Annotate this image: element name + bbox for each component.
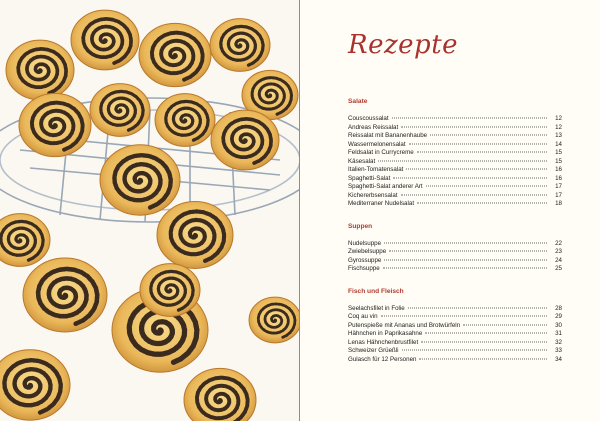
- section-title: Fisch und Fleisch: [348, 287, 404, 295]
- dot-leader: [401, 126, 547, 127]
- toc-entry[interactable]: [348, 149, 562, 158]
- page-number: 12: [555, 115, 562, 122]
- dot-leader: [406, 169, 547, 170]
- pinwheel-pastry: [100, 145, 180, 215]
- page-number: 30: [555, 321, 562, 329]
- page-number: 17: [555, 191, 562, 199]
- toc-entry[interactable]: [348, 313, 562, 322]
- toc-entry[interactable]: [348, 322, 562, 331]
- pinwheel-pastry: [19, 93, 91, 156]
- page-number: 14: [555, 140, 562, 148]
- recipe-name: Feldsalat in Currycreme: [348, 149, 414, 156]
- page-number: 29: [555, 313, 562, 320]
- recipe-name: Coq au vin: [348, 313, 378, 320]
- pinwheel-pastry: [157, 202, 233, 269]
- toc-entry[interactable]: [348, 347, 562, 356]
- dot-leader: [393, 177, 547, 178]
- toc-entry[interactable]: [348, 330, 562, 339]
- recipe-name: Spaghetti-Salat anderer Art: [348, 183, 423, 190]
- dot-leader: [384, 259, 547, 260]
- dot-leader: [384, 242, 547, 243]
- dot-leader: [378, 160, 547, 161]
- dot-leader: [430, 135, 547, 136]
- toc-entry[interactable]: [348, 132, 562, 141]
- toc-section: [348, 223, 562, 274]
- pinwheel-pastry: [23, 258, 107, 332]
- pinwheel-pastry: [139, 23, 211, 86]
- recipe-name: Wassermelonensalat: [348, 140, 406, 148]
- toc-entry[interactable]: [348, 183, 562, 192]
- recipe-name: Nudelsuppe: [348, 239, 382, 247]
- toc-entry[interactable]: [348, 305, 562, 314]
- page-number: 32: [555, 338, 562, 346]
- page-number: 12: [555, 123, 562, 131]
- toc-entry[interactable]: [348, 158, 562, 167]
- dot-leader: [421, 341, 547, 342]
- toc-entry[interactable]: [348, 339, 562, 348]
- pinwheel-pastry: [71, 10, 139, 70]
- pinwheel-pastry: [210, 19, 270, 72]
- recipe-name: Seelachsfilet in Folie: [348, 304, 405, 312]
- pinwheel-pastry: [6, 40, 74, 100]
- page-number: 24: [555, 256, 562, 264]
- recipe-name: Lenas Hähnchenbrustfilet: [348, 338, 419, 346]
- page-number: 31: [555, 330, 562, 337]
- recipe-name: Hähnchen in Paprikasahne: [348, 330, 423, 337]
- table-of-contents: [348, 98, 562, 378]
- dot-leader: [402, 350, 547, 351]
- toc-entry[interactable]: [348, 192, 562, 201]
- recipe-name: Schweizer Grüeßli: [348, 347, 399, 354]
- dot-leader: [408, 307, 547, 308]
- recipe-name: Zwiebelsuppe: [348, 248, 387, 255]
- recipe-name: Mediterraner Nudelsalat: [348, 200, 415, 207]
- recipe-name: Gulasch für 12 Personen: [348, 355, 417, 363]
- page-number: 33: [555, 347, 562, 354]
- toc-entry[interactable]: [348, 175, 562, 184]
- recipe-name: Andreas Reissalat: [348, 123, 399, 131]
- toc-entry[interactable]: [348, 248, 562, 257]
- dot-leader: [409, 143, 547, 144]
- pinwheel-pastry: [90, 84, 150, 137]
- dot-leader: [417, 203, 547, 204]
- dot-leader: [389, 251, 547, 252]
- pinwheel-pastry: [249, 297, 300, 343]
- toc-entry[interactable]: [348, 265, 562, 274]
- toc-entry[interactable]: [348, 257, 562, 266]
- page-number: 28: [555, 304, 562, 312]
- page-number: 13: [555, 132, 562, 139]
- page-number: 25: [555, 265, 562, 272]
- toc-entry[interactable]: [348, 115, 562, 124]
- section-title: Suppen: [348, 222, 373, 230]
- dot-leader: [419, 358, 547, 359]
- page-number: 22: [555, 239, 562, 247]
- dot-leader: [392, 118, 547, 119]
- page-number: 16: [555, 166, 562, 173]
- toc-section: [348, 288, 562, 365]
- recipe-name: Couscoussalat: [348, 115, 389, 122]
- page-number: 15: [555, 157, 562, 165]
- toc-entry[interactable]: [348, 200, 562, 209]
- toc-entry[interactable]: [348, 356, 562, 365]
- page-number: 15: [555, 149, 562, 156]
- dot-leader: [425, 333, 547, 334]
- recipe-name: Reissalat mit Bananenhaube: [348, 132, 428, 139]
- toc-entry[interactable]: [348, 166, 562, 175]
- dot-leader: [381, 316, 547, 317]
- page-number: 16: [555, 174, 562, 182]
- recipe-name: Putenspieße mit Ananas und Brotwürfeln: [348, 321, 461, 329]
- page-number: 17: [555, 183, 562, 190]
- recipe-name: Italien-Tomatensalat: [348, 166, 404, 173]
- dot-leader: [463, 324, 547, 325]
- toc-section: [348, 98, 562, 209]
- recipe-name: Gyrossuppe: [348, 256, 382, 264]
- page-number: 23: [555, 248, 562, 255]
- dot-leader: [426, 186, 547, 187]
- recipe-name: Spaghetti-Salat: [348, 174, 391, 182]
- page-number: 18: [555, 200, 562, 207]
- recipe-name: Kichererbsensalat: [348, 191, 398, 199]
- pinwheel-pastry: [140, 264, 200, 317]
- toc-entry[interactable]: [348, 240, 562, 249]
- recipe-name: Käsesalat: [348, 157, 376, 165]
- toc-entry[interactable]: [348, 141, 562, 150]
- dot-leader: [417, 152, 547, 153]
- pinwheel-pastry: [155, 94, 215, 147]
- page-number: 34: [555, 355, 562, 363]
- dot-leader: [383, 268, 547, 269]
- pinwheel-pastry: [211, 110, 279, 170]
- table-of-contents-page: [300, 0, 600, 421]
- page-title: Rezepte: [348, 30, 459, 60]
- dot-leader: [401, 194, 547, 195]
- toc-entry[interactable]: [348, 124, 562, 133]
- section-title: Salate: [348, 98, 368, 105]
- recipe-name: Fischsuppe: [348, 265, 380, 272]
